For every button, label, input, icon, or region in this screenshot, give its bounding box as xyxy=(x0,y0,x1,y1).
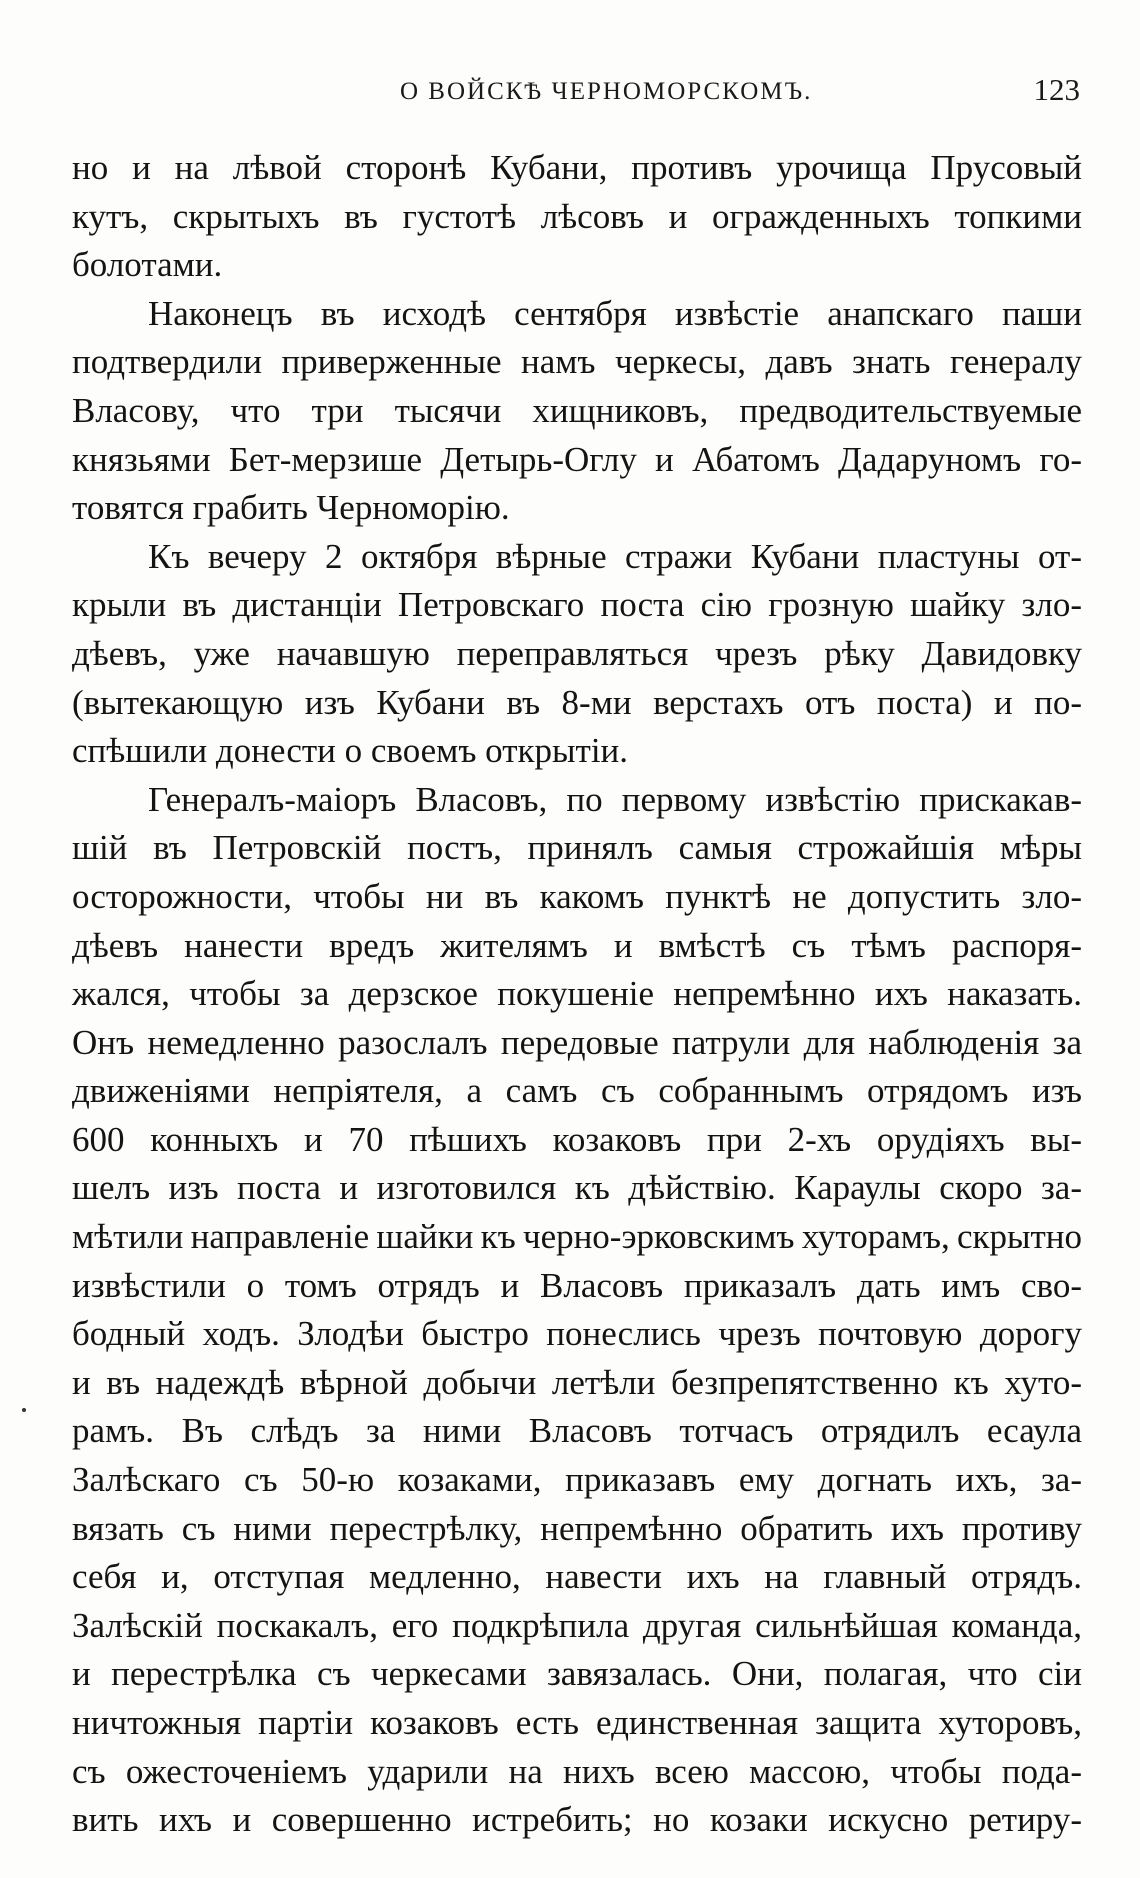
text-line: себя и, отступая медленно, навести ихъ на главный отрядъ. xyxy=(72,1557,1082,1597)
body-text xyxy=(72,144,1082,1845)
text-line: 600 конныхъ и 70 пѣшихъ козаковъ при 2-хъ орудіяхъ вы- xyxy=(72,1119,1082,1159)
text-line: жался, чтобы за дерзское покушеніе непремѣнно ихъ наказать. xyxy=(72,974,1082,1014)
text-line: извѣстили о томъ отрядъ и Власовъ приказалъ дать имъ сво- xyxy=(72,1265,1082,1305)
text-line: крыли въ дистанціи Петровскаго поста сію грозную шайку зло- xyxy=(72,585,1082,625)
text-line: Залѣскаго съ 50-ю козаками, приказавъ ему догнать ихъ, за- xyxy=(72,1460,1082,1500)
text-line: Власову, что три тысячи хищниковъ, предводительствуемые xyxy=(72,390,1082,430)
text-line: дѣевъ нанести вредъ жителямъ и вмѣстѣ съ тѣмъ распоря- xyxy=(72,925,1082,965)
paragraph xyxy=(72,290,1082,533)
text-line: дѣевъ, уже начавшую переправляться чрезъ рѣку Давидовку xyxy=(72,633,1082,673)
text-line: подтвердили приверженные намъ черкесы, давъ знать генералу xyxy=(72,342,1082,382)
text-line: съ ожесточеніемъ ударили на нихъ всею массою, чтобы пода- xyxy=(72,1751,1082,1791)
text-line: Къ вечеру 2 октября вѣрные стражи Кубани пластуны от- xyxy=(148,536,1082,576)
text-line: Залѣскій поскакалъ, его подкрѣпила другая сильнѣйшая команда, xyxy=(72,1605,1082,1645)
text-line: спѣшили донести о своемъ открытіи. xyxy=(72,731,629,771)
text-line: болотами. xyxy=(72,245,223,285)
text-line: Наконецъ въ исходѣ сентября извѣстіе анапскаго паши xyxy=(148,293,1082,333)
text-line: и перестрѣлка съ черкесами завязалась. Они, полагая, что сіи xyxy=(72,1654,1082,1694)
paragraph xyxy=(72,144,1082,290)
text-line: рамъ. Въ слѣдъ за ними Власовъ тотчасъ отрядилъ есаула xyxy=(72,1411,1082,1451)
paragraph xyxy=(72,533,1082,776)
text-line: бодный ходъ. Злодѣи быстро понеслись чрезъ почтовую дорогу xyxy=(72,1314,1082,1354)
text-line: князьями Бет-мерзише Детырь-Оглу и Абатомъ Дадаруномъ го- xyxy=(72,439,1082,479)
text-line: кутъ, скрытыхъ въ густотѣ лѣсовъ и огражденныхъ топкими xyxy=(72,196,1082,236)
text-line: Генералъ-маіоръ Власовъ, по первому извѣстію прискакав- xyxy=(148,779,1082,819)
text-line: мѣтили направленіе шайки къ черно-эрковскимъ хуторамъ, скрытно xyxy=(72,1217,1082,1257)
page-number: 123 xyxy=(1033,72,1080,107)
text-line: (вытекающую изъ Кубани въ 8-ми верстахъ отъ поста) и по- xyxy=(72,682,1082,722)
paragraph xyxy=(72,776,1082,1845)
text-line: осторожности, чтобы ни въ какомъ пунктѣ не допустить зло- xyxy=(72,876,1082,916)
text-line: движеніями непріятеля, а самъ съ собраннымъ отрядомъ изъ xyxy=(72,1071,1082,1111)
text-line: шелъ изъ поста и изготовился къ дѣйствію. Караулы скоро за- xyxy=(72,1168,1082,1208)
text-line: вязать съ ними перестрѣлку, непремѣнно обратить ихъ противу xyxy=(72,1508,1082,1548)
text-line: вить ихъ и совершенно истребить; но козаки искусно ретиру- xyxy=(72,1800,1082,1840)
running-title: О ВОЙСКѢ ЧЕРНОМОРСКОМЪ. xyxy=(400,78,813,105)
text-line: товятся грабить Черноморію. xyxy=(72,488,510,528)
text-line: и въ надеждѣ вѣрной добычи летѣли безпрепятственно къ хуто- xyxy=(72,1362,1082,1402)
text-line: но и на лѣвой сторонѣ Кубани, противъ урочища Прусовый xyxy=(72,148,1082,187)
print-speck xyxy=(22,1408,26,1412)
text-line: Онъ немедленно разослалъ передовые патрули для наблюденія за xyxy=(72,1022,1082,1062)
running-head xyxy=(0,72,1140,112)
text-line: шій въ Петровскій постъ, принялъ самыя строжайшія мѣры xyxy=(72,828,1082,868)
text-line: ничтожныя партіи козаковъ есть единственная защита хуторовъ, xyxy=(72,1703,1082,1742)
